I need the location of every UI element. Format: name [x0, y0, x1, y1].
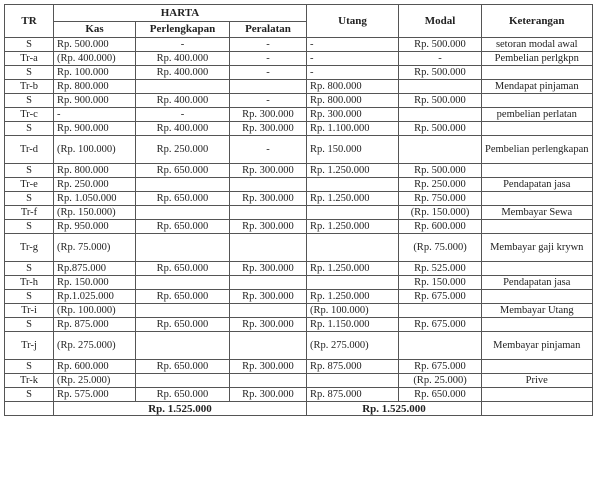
cell-kas: (Rp. 150.000) [54, 206, 136, 220]
cell-utang: Rp. 1.150.000 [307, 318, 399, 332]
cell-modal: - [399, 52, 482, 66]
cell-keterangan: Prive [482, 374, 593, 388]
cell-perlengkapan: Rp. 650.000 [136, 262, 230, 276]
cell-utang: Rp. 1.250.000 [307, 220, 399, 234]
cell-tr: Tr-g [5, 234, 54, 262]
cell-tr: Tr-b [5, 80, 54, 94]
table-row [5, 262, 593, 276]
cell-kas: (Rp. 100.000) [54, 136, 136, 164]
cell-keterangan: Membayar Sewa [482, 206, 593, 220]
cell-peralatan: Rp. 300.000 [230, 388, 307, 402]
cell-utang: Rp. 875.000 [307, 388, 399, 402]
cell-modal: Rp. 500.000 [399, 66, 482, 80]
cell-keterangan [482, 388, 593, 402]
cell-keterangan [482, 360, 593, 374]
cell-peralatan [230, 206, 307, 220]
table-row [5, 388, 593, 402]
cell-modal: (Rp. 25.000) [399, 374, 482, 388]
ledger-body [5, 38, 593, 402]
cell-peralatan: - [230, 136, 307, 164]
cell-modal: Rp. 750.000 [399, 192, 482, 206]
cell-kas: Rp. 800.000 [54, 164, 136, 178]
header-perlengkapan: Perlengkapan [136, 21, 230, 38]
cell-perlengkapan [136, 276, 230, 290]
table-row [5, 164, 593, 178]
cell-tr: S [5, 290, 54, 304]
cell-keterangan: pembelian perlatan [482, 108, 593, 122]
cell-perlengkapan [136, 234, 230, 262]
cell-modal: Rp. 675.000 [399, 360, 482, 374]
header-harta: HARTA [54, 5, 307, 22]
cell-peralatan: Rp. 300.000 [230, 220, 307, 234]
cell-peralatan: - [230, 94, 307, 108]
cell-keterangan [482, 122, 593, 136]
cell-kas: Rp. 575.000 [54, 388, 136, 402]
totals-blank [5, 402, 54, 416]
cell-tr: Tr-k [5, 374, 54, 388]
cell-kas: (Rp. 100.000) [54, 304, 136, 318]
cell-peralatan [230, 276, 307, 290]
totals-keterangan-blank [482, 402, 593, 416]
table-row [5, 318, 593, 332]
ledger-table [4, 4, 593, 416]
cell-tr: Tr-h [5, 276, 54, 290]
cell-modal: Rp. 600.000 [399, 220, 482, 234]
total-harta: Rp. 1.525.000 [54, 402, 307, 416]
cell-perlengkapan: Rp. 650.000 [136, 318, 230, 332]
cell-keterangan: Membayar gaji krywn [482, 234, 593, 262]
cell-kas: Rp. 1.050.000 [54, 192, 136, 206]
cell-kas: Rp. 100.000 [54, 66, 136, 80]
header-keterangan: Keterangan [482, 5, 593, 38]
cell-modal [399, 108, 482, 122]
cell-perlengkapan [136, 304, 230, 318]
table-row [5, 122, 593, 136]
cell-utang [307, 206, 399, 220]
cell-utang: Rp. 875.000 [307, 360, 399, 374]
table-row [5, 290, 593, 304]
cell-modal [399, 332, 482, 360]
cell-perlengkapan: Rp. 400.000 [136, 122, 230, 136]
cell-peralatan: Rp. 300.000 [230, 290, 307, 304]
cell-tr: S [5, 66, 54, 80]
cell-utang [307, 234, 399, 262]
header-peralatan: Peralatan [230, 21, 307, 38]
cell-kas: - [54, 108, 136, 122]
cell-perlengkapan: - [136, 38, 230, 52]
totals-row [5, 402, 593, 416]
cell-modal: Rp. 650.000 [399, 388, 482, 402]
cell-modal: Rp. 500.000 [399, 38, 482, 52]
table-row [5, 94, 593, 108]
cell-peralatan: Rp. 300.000 [230, 318, 307, 332]
cell-modal [399, 304, 482, 318]
cell-modal: Rp. 500.000 [399, 164, 482, 178]
cell-keterangan [482, 290, 593, 304]
cell-peralatan [230, 234, 307, 262]
cell-tr: Tr-j [5, 332, 54, 360]
cell-peralatan: - [230, 66, 307, 80]
cell-tr: S [5, 318, 54, 332]
cell-utang: Rp. 1.250.000 [307, 192, 399, 206]
cell-peralatan [230, 178, 307, 192]
cell-kas: Rp. 900.000 [54, 94, 136, 108]
cell-perlengkapan: Rp. 650.000 [136, 164, 230, 178]
cell-perlengkapan: Rp. 400.000 [136, 52, 230, 66]
cell-tr: S [5, 38, 54, 52]
cell-tr: Tr-d [5, 136, 54, 164]
cell-utang: Rp. 800.000 [307, 94, 399, 108]
cell-utang: Rp. 800.000 [307, 80, 399, 94]
cell-tr: S [5, 122, 54, 136]
cell-utang: (Rp. 275.000) [307, 332, 399, 360]
cell-perlengkapan: Rp. 650.000 [136, 192, 230, 206]
cell-utang: Rp. 1.100.000 [307, 122, 399, 136]
cell-utang: Rp. 300.000 [307, 108, 399, 122]
cell-perlengkapan: Rp. 250.000 [136, 136, 230, 164]
table-row [5, 234, 593, 262]
cell-keterangan [482, 192, 593, 206]
cell-kas: Rp.1.025.000 [54, 290, 136, 304]
table-row [5, 108, 593, 122]
cell-tr: Tr-i [5, 304, 54, 318]
cell-peralatan: - [230, 52, 307, 66]
cell-utang: (Rp. 100.000) [307, 304, 399, 318]
cell-tr: S [5, 94, 54, 108]
cell-utang [307, 374, 399, 388]
cell-kas: (Rp. 400.000) [54, 52, 136, 66]
cell-kas: (Rp. 25.000) [54, 374, 136, 388]
total-utang-modal: Rp. 1.525.000 [307, 402, 482, 416]
cell-modal [399, 80, 482, 94]
cell-tr: Tr-a [5, 52, 54, 66]
cell-keterangan: Membayar pinjaman [482, 332, 593, 360]
cell-perlengkapan: Rp. 650.000 [136, 360, 230, 374]
cell-utang: Rp. 1.250.000 [307, 290, 399, 304]
cell-perlengkapan: Rp. 400.000 [136, 66, 230, 80]
cell-keterangan [482, 164, 593, 178]
cell-kas: Rp. 150.000 [54, 276, 136, 290]
cell-perlengkapan [136, 80, 230, 94]
table-row [5, 136, 593, 164]
cell-tr: S [5, 262, 54, 276]
cell-modal: Rp. 500.000 [399, 122, 482, 136]
cell-modal: Rp. 150.000 [399, 276, 482, 290]
header-modal: Modal [399, 5, 482, 38]
ledger-container [4, 4, 593, 416]
cell-tr: Tr-f [5, 206, 54, 220]
cell-peralatan: Rp. 300.000 [230, 360, 307, 374]
cell-peralatan: Rp. 300.000 [230, 164, 307, 178]
cell-kas: Rp. 875.000 [54, 318, 136, 332]
cell-tr: Tr-e [5, 178, 54, 192]
cell-utang: Rp. 1.250.000 [307, 164, 399, 178]
cell-peralatan: Rp. 300.000 [230, 122, 307, 136]
table-row [5, 332, 593, 360]
cell-peralatan: Rp. 300.000 [230, 192, 307, 206]
cell-perlengkapan [136, 374, 230, 388]
cell-utang: - [307, 52, 399, 66]
cell-keterangan: setoran modal awal [482, 38, 593, 52]
cell-tr: Tr-c [5, 108, 54, 122]
cell-kas: Rp. 900.000 [54, 122, 136, 136]
cell-tr: S [5, 192, 54, 206]
cell-utang: - [307, 38, 399, 52]
cell-modal: (Rp. 75.000) [399, 234, 482, 262]
cell-peralatan [230, 80, 307, 94]
cell-modal: (Rp. 150.000) [399, 206, 482, 220]
cell-kas: Rp. 600.000 [54, 360, 136, 374]
cell-keterangan: Pendapatan jasa [482, 276, 593, 290]
table-row [5, 206, 593, 220]
cell-keterangan [482, 220, 593, 234]
cell-perlengkapan [136, 332, 230, 360]
cell-peralatan [230, 304, 307, 318]
table-row [5, 38, 593, 52]
cell-perlengkapan: Rp. 650.000 [136, 220, 230, 234]
table-row [5, 374, 593, 388]
cell-utang [307, 276, 399, 290]
cell-keterangan: Pendapatan jasa [482, 178, 593, 192]
cell-peralatan [230, 374, 307, 388]
cell-kas: Rp. 250.000 [54, 178, 136, 192]
cell-utang: Rp. 150.000 [307, 136, 399, 164]
table-row [5, 66, 593, 80]
table-row [5, 178, 593, 192]
cell-kas: Rp. 950.000 [54, 220, 136, 234]
cell-modal: Rp. 250.000 [399, 178, 482, 192]
cell-kas: Rp. 800.000 [54, 80, 136, 94]
cell-perlengkapan [136, 178, 230, 192]
cell-peralatan: - [230, 38, 307, 52]
cell-peralatan: Rp. 300.000 [230, 262, 307, 276]
cell-keterangan [482, 318, 593, 332]
table-row [5, 192, 593, 206]
cell-keterangan: Pembelian perlengkapan [482, 136, 593, 164]
cell-tr: S [5, 360, 54, 374]
cell-keterangan: Mendapat pinjaman [482, 80, 593, 94]
cell-perlengkapan [136, 206, 230, 220]
table-row [5, 220, 593, 234]
cell-utang: Rp. 1.250.000 [307, 262, 399, 276]
cell-tr: S [5, 164, 54, 178]
cell-tr: S [5, 220, 54, 234]
cell-kas: (Rp. 275.000) [54, 332, 136, 360]
cell-perlengkapan: Rp. 650.000 [136, 388, 230, 402]
cell-perlengkapan: Rp. 400.000 [136, 94, 230, 108]
cell-keterangan: Pembelian perlgkpn [482, 52, 593, 66]
cell-perlengkapan: - [136, 108, 230, 122]
cell-modal: Rp. 525.000 [399, 262, 482, 276]
cell-tr: S [5, 388, 54, 402]
table-row [5, 304, 593, 318]
cell-perlengkapan: Rp. 650.000 [136, 290, 230, 304]
cell-utang [307, 178, 399, 192]
cell-modal: Rp. 500.000 [399, 94, 482, 108]
cell-keterangan [482, 262, 593, 276]
table-row [5, 52, 593, 66]
cell-peralatan [230, 332, 307, 360]
table-row [5, 360, 593, 374]
cell-kas: Rp.875.000 [54, 262, 136, 276]
cell-keterangan: Membayar Utang [482, 304, 593, 318]
table-row [5, 276, 593, 290]
cell-keterangan [482, 66, 593, 80]
cell-modal: Rp. 675.000 [399, 318, 482, 332]
cell-utang: - [307, 66, 399, 80]
cell-keterangan [482, 94, 593, 108]
cell-kas: (Rp. 75.000) [54, 234, 136, 262]
header-kas: Kas [54, 21, 136, 38]
cell-modal [399, 136, 482, 164]
cell-peralatan: Rp. 300.000 [230, 108, 307, 122]
header-utang: Utang [307, 5, 399, 38]
cell-modal: Rp. 675.000 [399, 290, 482, 304]
cell-kas: Rp. 500.000 [54, 38, 136, 52]
header-tr: TR [5, 5, 54, 38]
table-row [5, 80, 593, 94]
